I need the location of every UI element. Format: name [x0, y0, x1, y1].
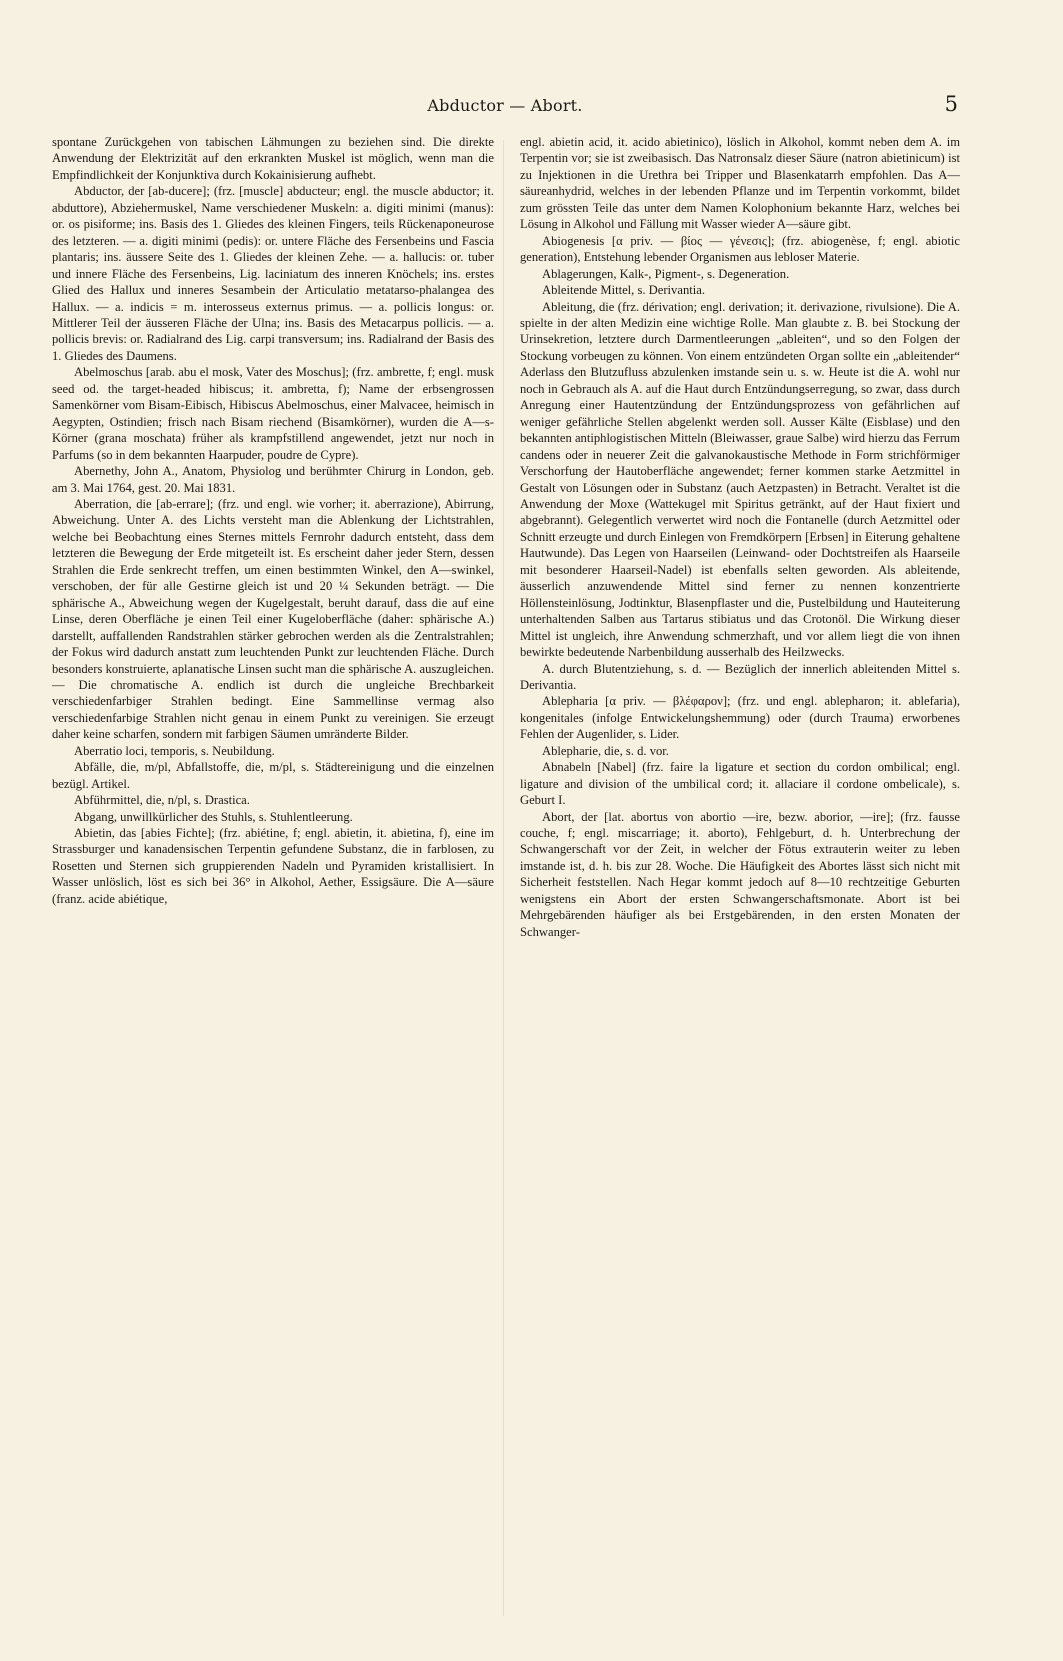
entry-abelmoschus: Abelmoschus [arab. abu el mosk, Vater des Moschus]; (frz. ambrette, f; engl. musk seed od. the target-headed hibiscus; it. ambretta, f); Name der erbsengrossen Samenkörner vom Bisam-Eibisch, Hibiscus Abelmoschus, einer Malvacee, heimisch in Aegypten, Ostindien; frisch nach Bisam riechend (Bisamkörner), wurden die A—s-Körner (grana moschata) früher als krampfstillend angewendet, jetzt nur noch in Parfums (so in dem bekannten Haarpuder, poudre de Cypre). — [52, 365, 494, 462]
entry-abernethy: Abernethy, John A., Anatom, Physiolog und berühmter Chirurg in London, geb. am 3. Mai 1764, gest. 20. Mai 1831. — [52, 464, 494, 495]
running-head: Abductor — Abort. — [427, 96, 583, 115]
entry-abfaelle: Abfälle, die, m/pl, Abfallstoffe, die, m/pl, s. Städtereinigung und die einzelnen bezügl. Artikel. — [52, 760, 494, 791]
entry-abiogenesis: Abiogenesis [α priv. — βίος — γένεσις]; (frz. abiogenèse, f; engl. abiotic generation), Entstehung lebender Organismen aus lebloser Materie. — [520, 233, 960, 265]
entry-abort: Abort, der [lat. abortus von abortio —ire, bezw. aborior, —ire]; (frz. fausse couche, f; engl. miscarriage; it. aborto), Fehlgeburt, d. h. Unterbrechung der Schwangerschaft vor der Zeit, in welcher der Fötus extrauterin weiter zu leben imstande ist, d. h. bis zur 28. Woche. Die Häufigkeit des Abortes lässt sich nicht mit Sicherheit feststellen. Nach Hegar kommt jedoch auf 8—10 rechtzeitige Geburten wenigstens ein Abort der ersten Schwangerschaftsmonate. Abort ist bei Mehrgebärenden häufiger als bei Erstgebärenden, in den ersten Monaten der Schwanger- — [520, 809, 960, 939]
entry-abfuehrmittel: Abführmittel, die, n/pl, s. Drastica. — [74, 793, 250, 808]
column-divider — [503, 140, 504, 1616]
entry-ableitung: Ableitung, die (frz. dérivation; engl. derivation; it. derivazione, rivulsione). Die A. spielte in der alten Medizin eine wichtige Rolle. Man glaubte z. B. bei Stockung der Urinsekretion, letztere durch Darmentleerungen „ableiten“, und so den Folgen der Stockung vorbeugen zu können. Von einem entzündeten Organ sollte ein „ableitender“ Aderlass den Blutzufluss abzulenken imstande sein u. s. w. Heute ist die A. wohl nur noch in Gebrauch als A. auf die Haut durch Entzündungserregung, so zwar, dass durch Anregung einer Hautentzündung der Entzündungsprozess von gefährlichen auf weniger gefährliche Stellen abgelenkt werden soll. Ausser Kälte (Eisblase) und den bekannten antiphlogistischen Mitteln (Bleiwasser, graue Salbe) wird hierzu das Ferrum candens oder in neuerer Zeit die galvanokaustische Methode in Form strichförmiger Verschorfung der Hautoberfläche angewendet; ferner kommen starke Aetzmittel in Gestalt von Lösungen oder in Substanz (auch Aetzpasten) in Betracht. Veraltet ist die Anwendung der Moxe (Wattekugel mit Spiritus getränkt, auf der Haut fixiert und abgebrannt). Gelegentlich verwertet wird noch die Fontanelle (durch Aetzmittel oder Schnitt erzeugte und durch Einlegen von Fremdkörpern [Erbsen] in Eiterung gehaltene Hautwunde). Das Legen von Haarseilen (Leinwand- oder Dochtstreifen als Haarseile mit besonderer Haarseil-Nadel) ist ebenfalls selten geworden. Als ableitende, äusserlich anzuwendende Mittel sind ferner zu nennen konzentrierte Höllensteinlösung, Jodtinktur, Blasenpflaster und die, Pustelbildung und Hauteiterung unterhaltenden Salben aus Tartarus stibiatus und das Crotonöl. Die Wirkung dieser Mittel ist ungleich, ihre Anwendung schmerzhaft, und vor allem liegt die von ihnen bewirkte bedeutende Narbenbildung ausserhalb des Heilzwecks. — [520, 299, 960, 660]
entry-ablepharia: Ablepharia [α priv. — βλέφαρον]; (frz. und engl. ablepharon; it. ablefaria), kongenitales (infolge Entwickelungshemmung) oder (durch Trauma) erworbenes Fehlen der Augenlider, s. Lider. — [520, 694, 960, 742]
entry-paragraph: engl. abietin acid, it. acido abietinico), löslich in Alkohol, kommt neben dem A. im Terpentin vor; sie ist zweibasisch. Das Natronsalz dieser Säure (natron abietinicum) ist zu Injektionen in die Urethra bei Tripper und Blasenkatarrh empfohlen. Das A—säureanhydrid, welches in der lebenden Pflanze und im Terpentin vorkommt, bildet zum grössten Teile das unter dem Namen Kolophonium bekannte Harz, welches bei Lösung in Alkohol und Fällung mit Wasser wieder A—säure gibt. — [520, 135, 960, 232]
entry-ablepharie: Ablepharie, die, s. d. vor. — [542, 743, 669, 758]
entry-abnabeln: Abnabeln [Nabel] (frz. faire la ligature et section du cordon ombilical; engl. ligature and division of the umbilical cord; it. allaciare il cordone ombelicale), s. Geburt I. — [520, 760, 960, 808]
entry-ableitende-mittel: Ableitende Mittel, s. Derivantia. — [542, 283, 705, 298]
entry-ableitung-blut: A. durch Blutentziehung, s. d. — Bezüglich der innerlich ableitenden Mittel s. Derivantia. — [520, 661, 960, 692]
entry-abgang: Abgang, unwillkürlicher des Stuhls, s. Stuhlentleerung. — [74, 809, 353, 824]
entry-aberratio-loci: Aberratio loci, temporis, s. Neubildung. — [74, 743, 275, 758]
left-column — [52, 134, 494, 907]
entry-abductor: Abductor, der [ab-ducere]; (frz. [muscle] abducteur; engl. the muscle abductor; it. abduttore), Abziehermuskel, Name verschiedener Muskeln: a. digiti minimi (manus): or. os pisiforme; ins. Basis des 1. Gliedes des kleinen Fingers, teils Rückenaponeurose des letzteren. — a. digiti minimi (pedis): or. untere Fläche des Fersenbeins und Fascia plantaris; ins. äussere Seite des 1. Gliedes der kleinen Zehe. — a. hallucis: or. tuber und innere Fläche des Fersenbeins, Lig. laciniatum des inneren Knöchels; ins. erstes Glied des Hallux und inneres Sesambein der Articulatio metatarso-phalangea des Hallux. — a. indicis = m. interosseus externus primus. — a. pollicis longus: or. Mittlerer Teil der äusseren Fläche der Ulna; ins. Basis des Metacarpus pollicis. — a. pollicis brevis: or. Radialrand des Lig. carpi transversum; ins. Radialrand der Basis des 1. Gliedes des Daumens. — [52, 184, 494, 363]
entry-paragraph: spontane Zurückgehen von tabischen Lähmungen zu beziehen sind. Die direkte Anwendung der Elektrizität auf den erkrankten Muskel ist möglich, wenn man die Empfindlichkeit der Konjunktiva durch Kokainisierung aufhebt. — [52, 135, 494, 182]
entry-abietin: Abietin, das [abies Fichte]; (frz. abiétine, f; engl. abietin, it. abietina, f), eine im Strassburger und kanadensischen Terpentin gefundene Substanz, die in farblosen, zu Rosetten und Sternen sich gruppierenden Nadeln und Pyramiden kristallisiert. In Wasser unlöslich, löst es sich bei 36° in Alkohol, Aether, Essigsäure. Die A—säure (franz. acide abiétique, — [52, 826, 494, 906]
page-number: 5 — [944, 92, 958, 116]
entry-aberration: Aberration, die [ab-errare]; (frz. und engl. wie vorher; it. aberrazione), Abirrung, Abweichung. Unter A. des Lichts versteht man die Ablenkung der Lichtstrahlen, welche bei Beobachtung eines Sternes mittels Fernrohr dadurch entsteht, dass dem letzteren die Bewegung der Erde mitgeteilt ist. Es erscheint daher jeder Stern, dessen Strahlen die Erde senkrecht treffen, um einen bestimmten Winkel, den A—swinkel, verschoben, der für alle Gestirne gleich ist und 20 ¼ Sekunden beträgt. — Die sphärische A., Abweichung wegen der Kugelgestalt, beruht darauf, dass die auf eine Linse, deren Oberfläche je einen Teil einer Kugeloberfläche (daher: sphärische A.) darstellt, auffallenden Randstrahlen stärker gebrochen werden als die Zentralstrahlen; der Fokus wird dadurch anstatt zum leuchtenden Punkt zur leuchtenden Fläche. Durch besonders konstruierte, aplanatische Linsen sucht man die sphärische A. auszugleichen. — Die chromatische A. endlich ist durch die ungleiche Brechbarkeit verschiedenfarbiger Strahlen bedingt. Eine Sammellinse vermag also verschiedenfarbige Strahlen nicht genau in einem Punkt zu vereinigen. Sie erzeugt daher keine scharfen, sondern mit farbigen Säumen umränderte Bilder. — [52, 496, 494, 742]
entry-ablagerungen: Ablagerungen, Kalk-, Pigment-, s. Degeneration. — [542, 266, 790, 281]
page-header — [52, 92, 958, 120]
right-column — [520, 134, 960, 940]
